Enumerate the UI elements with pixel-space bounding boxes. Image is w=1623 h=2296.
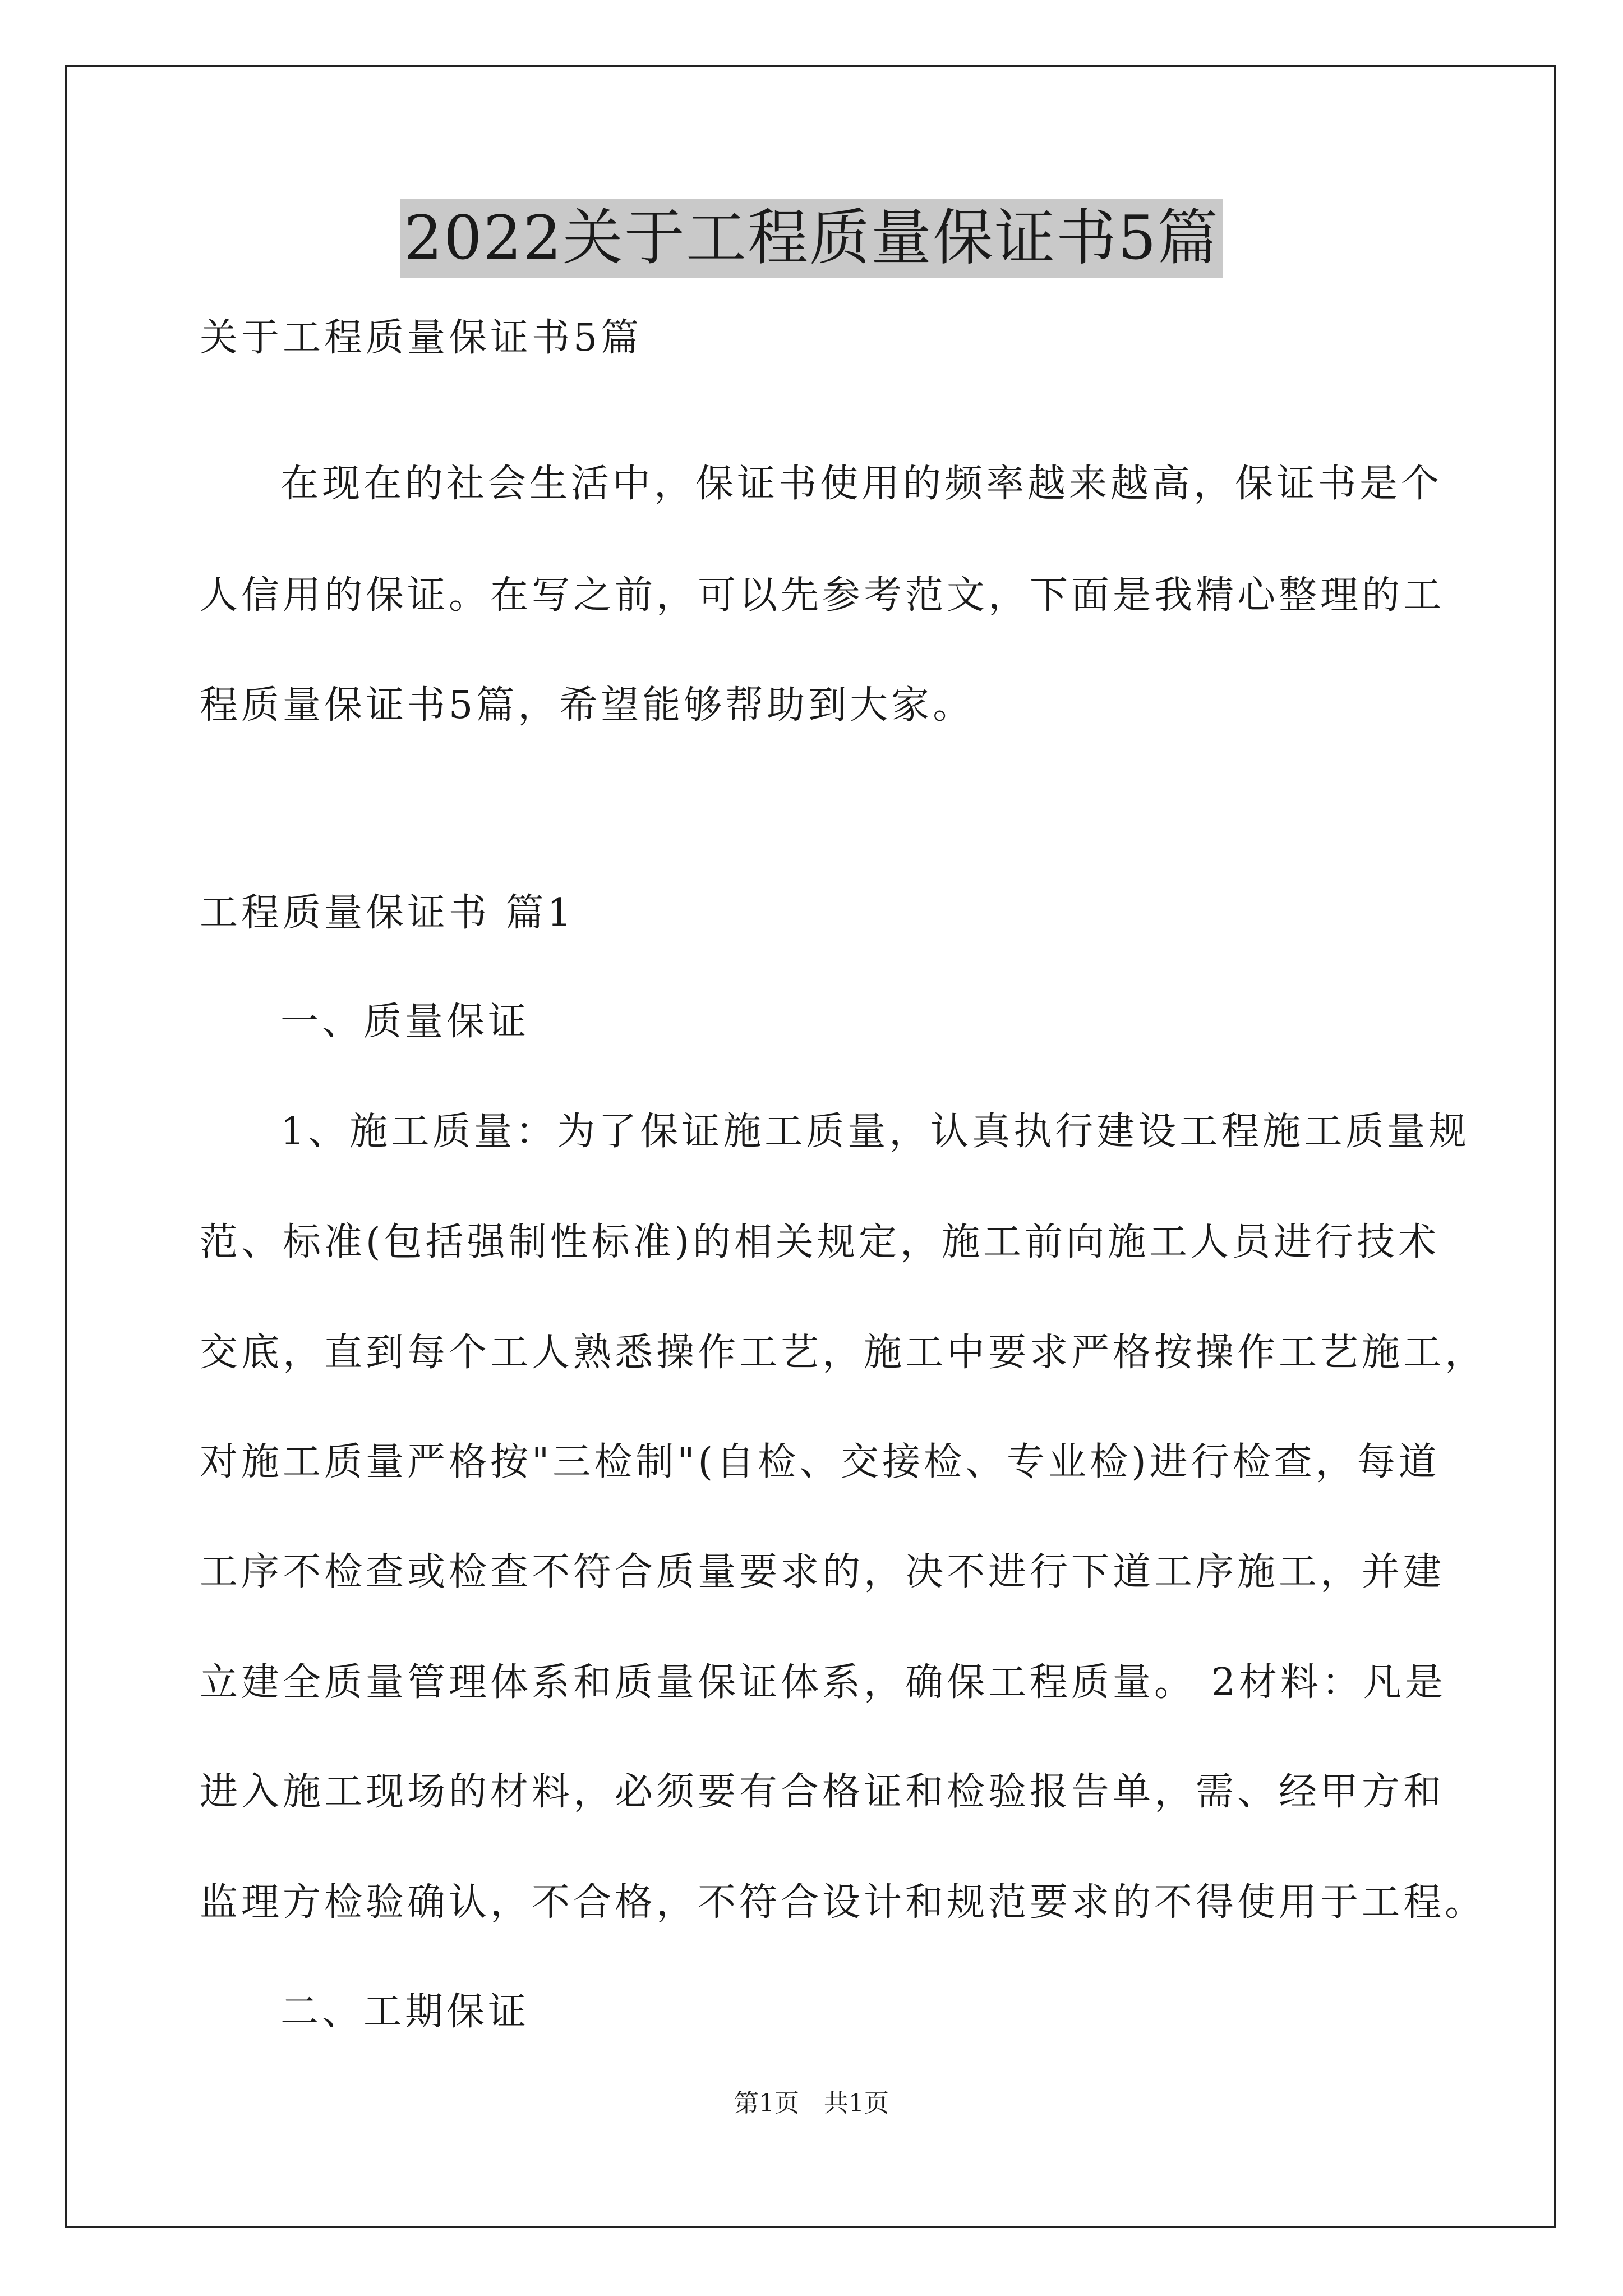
body-line: 立建全质量管理体系和质量保证体系，确保工程质量。 2材料：凡是 — [200, 1660, 1446, 1705]
body-line: 交底，直到每个工人熟悉操作工艺，施工中要求严格按操作工艺施工， — [200, 1331, 1487, 1375]
document-title: 2022关于工程质量保证书5篇 — [400, 199, 1223, 278]
body-line: 进入施工现场的材料，必须要有合格证和检验报告单，需、经甲方和 — [200, 1770, 1445, 1814]
document-subtitle: 关于工程质量保证书5篇 — [200, 316, 643, 360]
part-heading: 一、质量保证 — [280, 1000, 530, 1044]
page-footer: 第1页 共1页 — [734, 2089, 889, 2118]
intro-line: 程质量保证书5篇，希望能够帮助到大家。 — [200, 683, 975, 728]
intro-line: 在现在的社会生活中，保证书使用的频率越来越高，保证书是个 — [280, 462, 1443, 506]
body-line: 范、标准(包括强制性标准)的相关规定，施工前向施工人员进行技术 — [200, 1220, 1440, 1264]
title-container — [0, 199, 1623, 278]
part-heading: 二、工期保证 — [280, 1990, 530, 2034]
body-line: 1、施工质量：为了保证施工质量，认真执行建设工程施工质量规 — [280, 1110, 1470, 1154]
section-heading: 工程质量保证书 篇1 — [200, 891, 575, 935]
body-line: 监理方检验确认，不合格，不符合设计和规范要求的不得使用于工程。 — [200, 1880, 1487, 1925]
body-line: 对施工质量严格按"三检制"(自检、交接检、专业检)进行检查，每道 — [200, 1440, 1440, 1484]
body-line: 工序不检查或检查不符合质量要求的，决不进行下道工序施工，并建 — [200, 1550, 1445, 1594]
intro-line: 人信用的保证。在写之前，可以先参考范文，下面是我精心整理的工 — [200, 573, 1445, 618]
